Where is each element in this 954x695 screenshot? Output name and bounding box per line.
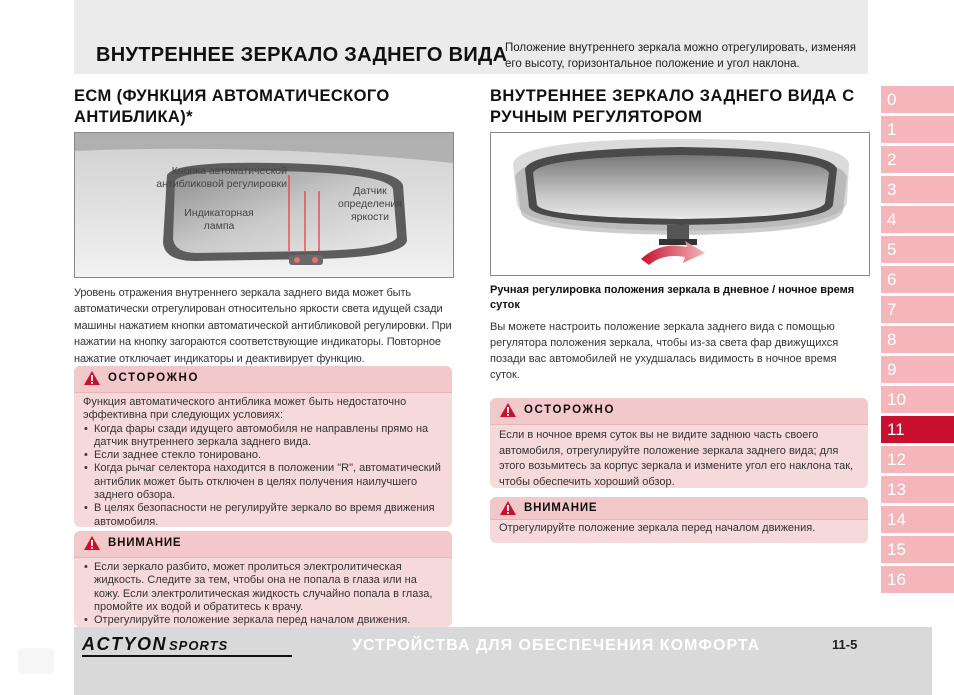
warning-icon bbox=[83, 535, 101, 551]
ecm-description: Уровень отражения внутреннего зеркала заднего вида может быть автоматически отрегулирован относительно яркости света идущей сзади машины нажатием кнопки автоматической антибликовой регулировки. При нажатии на кнопку загораются соответствующие индикаторы. Повторное нажатие отключает индикаторы и деактивирует функцию. bbox=[74, 287, 452, 365]
page-title: ВНУТРЕННЕЕ ЗЕРКАЛО ЗАДНЕГО ВИДА bbox=[96, 44, 508, 66]
manual-mirror-illustration bbox=[491, 133, 869, 275]
header-description: Положение внутреннего зеркала можно отрегулировать, изменяя его высоту, горизонтальное положение и угол наклона. bbox=[505, 42, 856, 70]
attention-item: • Отрегулируйте положение зеркала перед началом движения. bbox=[83, 614, 444, 627]
caution-box-manual bbox=[490, 398, 868, 488]
ecm-section-heading: ЕСМ (ФУНКЦИЯ АВТОМАТИЧЕСКОГО АНТИБЛИКА)* bbox=[74, 87, 390, 126]
caution-item: • В целях безопасности не регулируйте зеркало во время движения автомобиля. bbox=[83, 502, 444, 527]
attention-box-ecm bbox=[74, 531, 452, 627]
chapter-tab-3[interactable]: 3 bbox=[881, 176, 954, 203]
manual-mirror-figure bbox=[490, 132, 870, 276]
attention-header bbox=[74, 531, 452, 558]
manual-mirror-heading: ВНУТРЕННЕЕ ЗЕРКАЛО ЗАДНЕГО ВИДА С РУЧНЫМ РЕГУЛЯТОРОМ bbox=[490, 87, 855, 126]
caution-item: • Когда фары сзади идущего автомобиля не направлены прямо на датчик внутреннего зеркала заднего вида. bbox=[83, 423, 444, 450]
footer-section-title: УСТРОЙСТВА ДЛЯ ОБЕСПЕЧЕНИЯ КОМФОРТА bbox=[352, 637, 761, 654]
chapter-tab-7[interactable]: 7 bbox=[881, 296, 954, 323]
brand-logo bbox=[82, 634, 292, 658]
warning-icon bbox=[499, 402, 517, 418]
attention-header bbox=[490, 497, 868, 520]
chapter-tab-15[interactable]: 15 bbox=[881, 536, 954, 563]
figure-label-sensor: Датчик определения яркости bbox=[338, 185, 402, 223]
chapter-tab-4[interactable]: 4 bbox=[881, 206, 954, 233]
caution-text: Если в ночное время суток вы не видите заднюю часть своего автомобиля, отрегулируйте положение зеркала заднего вида; для этого возьмитесь за корпус зеркала и измените угол его наклона так, чтобы обеспечить хороший обзор. bbox=[499, 429, 854, 488]
caution-list bbox=[83, 423, 444, 527]
caution-box-ecm bbox=[74, 366, 452, 527]
chapter-tab-6[interactable]: 6 bbox=[881, 266, 954, 293]
caution-item: • Если заднее стекло тонировано. bbox=[83, 449, 444, 462]
chapter-tab-8[interactable]: 8 bbox=[881, 326, 954, 353]
chapter-tab-10[interactable]: 10 bbox=[881, 386, 954, 413]
page-edge-mark bbox=[18, 648, 54, 674]
figure-label-lamp: Индикаторная лампа bbox=[184, 207, 254, 232]
caution-title: ОСТОРОЖНО bbox=[524, 404, 616, 416]
attention-body bbox=[83, 561, 444, 627]
warning-icon bbox=[83, 370, 101, 386]
chapter-tab-16[interactable]: 16 bbox=[881, 566, 954, 593]
caution-title: ОСТОРОЖНО bbox=[108, 372, 200, 384]
ecm-mirror-figure bbox=[74, 132, 454, 278]
chapter-tab-0[interactable]: 0 bbox=[881, 86, 954, 113]
attention-item: • Если зеркало разбито, может пролиться электролитическая жидкость. Следите за тем, чтобы она не попала в глаза или на кожу. Если электролитическая жидкость случайно попала в глаза, промойте их водой и обратитесь к врачу. bbox=[83, 561, 444, 614]
chapter-tab-11[interactable]: 11 bbox=[881, 416, 954, 443]
brand-logo-main: ACTYON bbox=[82, 634, 167, 654]
caution-item: • Когда рычаг селектора находится в положении "R", автоматический антиблик может быть отключен в целях получения наилучшего заднего обзора. bbox=[83, 462, 444, 502]
caution-header bbox=[490, 398, 868, 425]
chapter-tab-5[interactable]: 5 bbox=[881, 236, 954, 263]
attention-text: Отрегулируйте положение зеркала перед началом движения. bbox=[499, 522, 816, 534]
chapter-tab-1[interactable]: 1 bbox=[881, 116, 954, 143]
page-number: 11-5 bbox=[832, 637, 858, 652]
attention-title: ВНИМАНИЕ bbox=[108, 537, 182, 549]
figure-label-button: Кнопка автоматической антибликовой регулировки bbox=[156, 165, 287, 190]
attention-box-manual bbox=[490, 497, 868, 543]
attention-title: ВНИМАНИЕ bbox=[524, 502, 598, 514]
caution-intro: Функция автоматического антиблика может быть недостаточно эффективна при следующих условиях: bbox=[83, 396, 407, 422]
chapter-tab-13[interactable]: 13 bbox=[881, 476, 954, 503]
brand-logo-script: SPORTS bbox=[169, 638, 229, 653]
caution-header bbox=[74, 366, 452, 393]
chapter-tab-14[interactable]: 14 bbox=[881, 506, 954, 533]
chapter-tab-12[interactable]: 12 bbox=[881, 446, 954, 473]
chapter-tab-2[interactable]: 2 bbox=[881, 146, 954, 173]
chapter-tab-9[interactable]: 9 bbox=[881, 356, 954, 383]
manual-adjust-subheading: Ручная регулировка положения зеркала в дневное / ночное время суток bbox=[490, 284, 855, 311]
attention-list bbox=[83, 561, 444, 627]
logo-swoosh bbox=[82, 654, 292, 658]
warning-icon bbox=[499, 500, 517, 516]
caution-body bbox=[83, 396, 444, 527]
manual-adjust-description: Вы можете настроить положение зеркала заднего вида с помощью регулятора положения зеркала, чтобы из-за света фар движущихся позади вас автомобилей не ухудшалась видимость в ночное время суток. bbox=[490, 321, 839, 381]
